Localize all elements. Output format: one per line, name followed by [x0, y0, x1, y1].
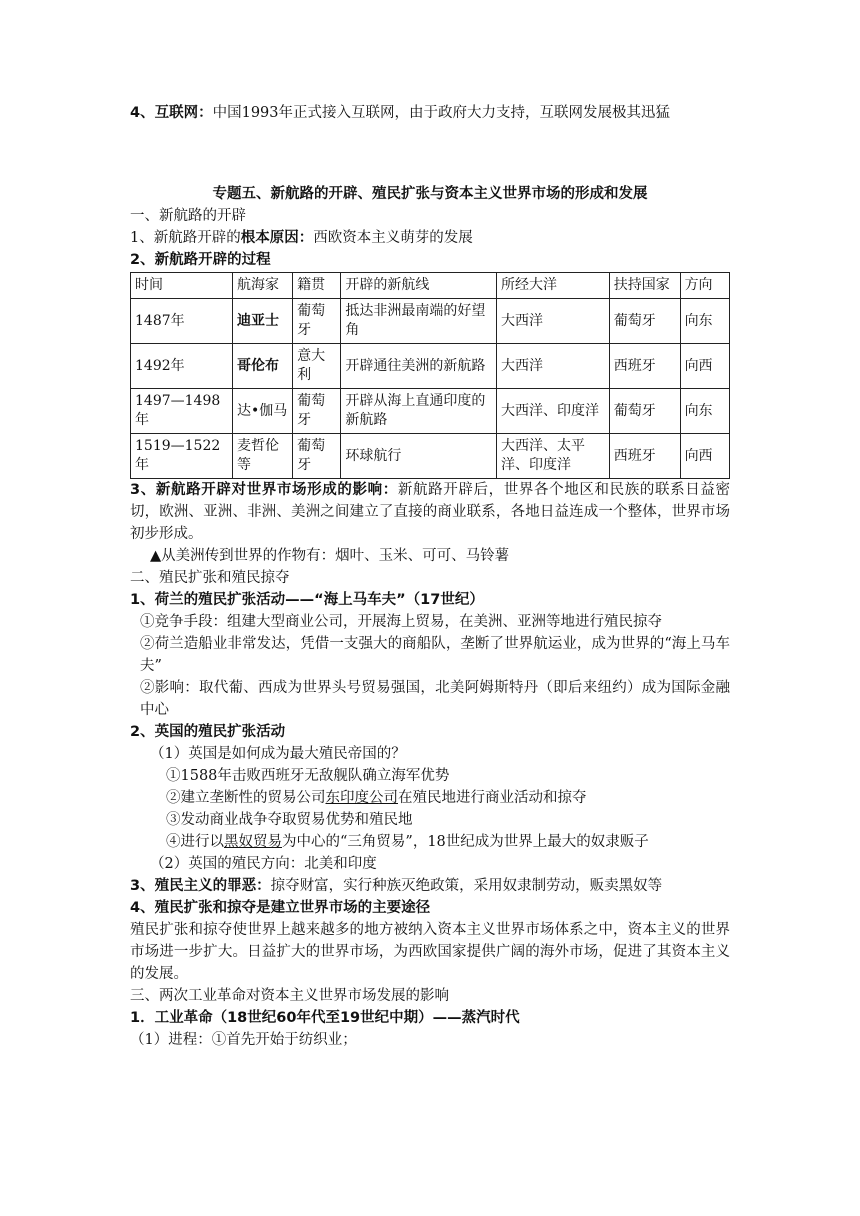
- table-cell: 向东: [680, 299, 729, 344]
- table-cell: 大西洋、印度洋: [497, 389, 610, 434]
- table-cell: 葡萄牙: [293, 434, 341, 479]
- section-body: [130, 183, 730, 1051]
- header-cell: 开辟的新航线: [341, 273, 497, 299]
- british-item-4-a: ④进行以: [166, 834, 224, 850]
- table-cell: 向西: [680, 344, 729, 389]
- main-path-paragraph: 殖民扩张和掠夺使世界上越来越多的地方被纳入资本主义世界市场体系之中，资本主义的世界市场进一步扩大。日益扩大的世界市场，为西欧国家提供广阔的海外市场，促进了其资本主义的发展。: [130, 922, 730, 982]
- dutch-item-1: ①竞争手段：组建大型商业公司，开展海上贸易，在美洲、亚洲等地进行殖民掠夺: [140, 614, 662, 630]
- british-item-2: [130, 787, 730, 809]
- british-item-3: ③发动商业战争夺取贸易优势和殖民地: [166, 812, 413, 828]
- table-cell: 1519—1522年: [131, 434, 233, 479]
- header-cell: 籍贯: [293, 273, 341, 299]
- table-header-row: [131, 273, 730, 299]
- industrial-revolution-heading: 1．工业革命（18世纪60年代至19世纪中期）——蒸汽时代: [130, 1010, 520, 1026]
- british-item-2-c: 在殖民地进行商业活动和掠夺: [398, 790, 587, 806]
- british-question-1: （1）英国是如何成为最大殖民帝国的？: [150, 746, 406, 762]
- crimes-text: 掠夺财富，实行种族灭绝政策，采用奴隶制劳动，贩卖黑奴等: [270, 878, 663, 894]
- dutch-heading: 1、荷兰的殖民扩张活动——“海上马车夫”（17世纪）: [130, 592, 484, 608]
- section1-heading: 一、新航路的开辟: [130, 208, 246, 224]
- table-cell: 开辟从海上直通印度的新航路: [341, 389, 497, 434]
- table-cell: 向东: [680, 389, 729, 434]
- intro-paragraph: [130, 102, 730, 124]
- table-row: [131, 389, 730, 434]
- main-path-heading: 4、殖民扩张和掠夺是建立世界市场的主要途径: [130, 900, 431, 916]
- table-cell: 1487年: [131, 299, 233, 344]
- table-row: [131, 344, 730, 389]
- british-item-2-a: ②建立垄断性的贸易公司: [166, 790, 326, 806]
- table-cell: 麦哲伦等: [232, 434, 292, 479]
- market-impact-text: 新航路开辟后，世界各个地区和民族的联系日益密切，欧洲、亚洲、非洲、美洲之间建立了直接的商业联系，各地日益连成一个整体，世界市场初步形成。: [130, 482, 730, 542]
- table-cell: 西班牙: [609, 344, 680, 389]
- slave-trade: 黑奴贸易: [224, 834, 282, 850]
- table-cell: 葡萄牙: [609, 299, 680, 344]
- table-cell: 向西: [680, 434, 729, 479]
- header-cell: 扶持国家: [609, 273, 680, 299]
- intro-text: 中国1993年正式接入互联网，由于政府大力支持，互联网发展极其迅猛: [212, 105, 670, 121]
- market-impact-paragraph: [130, 479, 730, 545]
- market-impact-label: 3、新航路开辟对世界市场形成的影响：: [130, 482, 398, 498]
- dutch-item-2: ②荷兰造船业非常发达，凭借一支强大的商船队，垄断了世界航运业，成为世界的“海上马车夫”: [140, 636, 730, 674]
- table-cell: 环球航行: [341, 434, 497, 479]
- table-cell: 大西洋: [497, 299, 610, 344]
- intro-label: 4、互联网：: [130, 105, 213, 121]
- topic-title: 专题五、新航路的开辟、殖民扩张与资本主义世界市场的形成和发展: [212, 186, 648, 202]
- british-item-4: [130, 831, 730, 853]
- british-question-2: （2）英国的殖民方向：北美和印度: [150, 856, 377, 872]
- root-cause-prefix: 1、新航路开辟的: [130, 230, 241, 246]
- root-cause-text: 西欧资本主义萌芽的发展: [313, 230, 473, 246]
- dutch-item-3: ②影响：取代葡、西成为世界头号贸易强国，北美阿姆斯特丹（即后来纽约）成为国际金融中心: [140, 680, 730, 718]
- british-item-1: ①1588年击败西班牙无敌舰队确立海军优势: [166, 768, 450, 784]
- colonialism-crimes: [130, 875, 730, 897]
- voyages-table: [130, 272, 730, 479]
- table-cell: 大西洋、太平洋、印度洋: [497, 434, 610, 479]
- table-cell: 达•伽马: [232, 389, 292, 434]
- table-cell: 大西洋: [497, 344, 610, 389]
- table-cell: 开辟通往美洲的新航路: [341, 344, 497, 389]
- table-cell: 1492年: [131, 344, 233, 389]
- table-cell: 葡萄牙: [609, 389, 680, 434]
- table-cell: 1497—1498年: [131, 389, 233, 434]
- table-cell: 葡萄牙: [293, 299, 341, 344]
- process-heading: 2、新航路开辟的过程: [130, 252, 271, 268]
- table-cell: 哥伦布: [232, 344, 292, 389]
- header-cell: 所经大洋: [497, 273, 610, 299]
- section3-heading: 三、两次工业革命对资本主义世界市场发展的影响: [130, 988, 449, 1004]
- british-heading: 2、英国的殖民扩张活动: [130, 724, 286, 740]
- industrial-process-line: （1）进程：①首先开始于纺织业；: [130, 1032, 357, 1048]
- table-cell: 意大利: [293, 344, 341, 389]
- crops-note: ▲从美洲传到世界的作物有：烟叶、玉米、可可、马铃薯: [150, 548, 510, 564]
- table-cell: 西班牙: [609, 434, 680, 479]
- header-cell: 航海家: [232, 273, 292, 299]
- header-cell: 时间: [131, 273, 233, 299]
- root-cause-line: [130, 227, 730, 249]
- british-item-4-c: 为中心的“三角贸易”，18世纪成为世界上最大的奴隶贩子: [282, 834, 649, 850]
- section2-heading: 二、殖民扩张和殖民掠夺: [130, 570, 290, 586]
- table-cell: 葡萄牙: [293, 389, 341, 434]
- table-cell: 迪亚士: [232, 299, 292, 344]
- table-cell: 抵达非洲最南端的好望角: [341, 299, 497, 344]
- table-row: [131, 299, 730, 344]
- header-cell: 方向: [680, 273, 729, 299]
- root-cause-label: 根本原因：: [240, 230, 314, 246]
- table-row: [131, 434, 730, 479]
- crimes-label: 3、殖民主义的罪恶：: [130, 878, 271, 894]
- east-india-company: 东印度公司: [325, 790, 398, 806]
